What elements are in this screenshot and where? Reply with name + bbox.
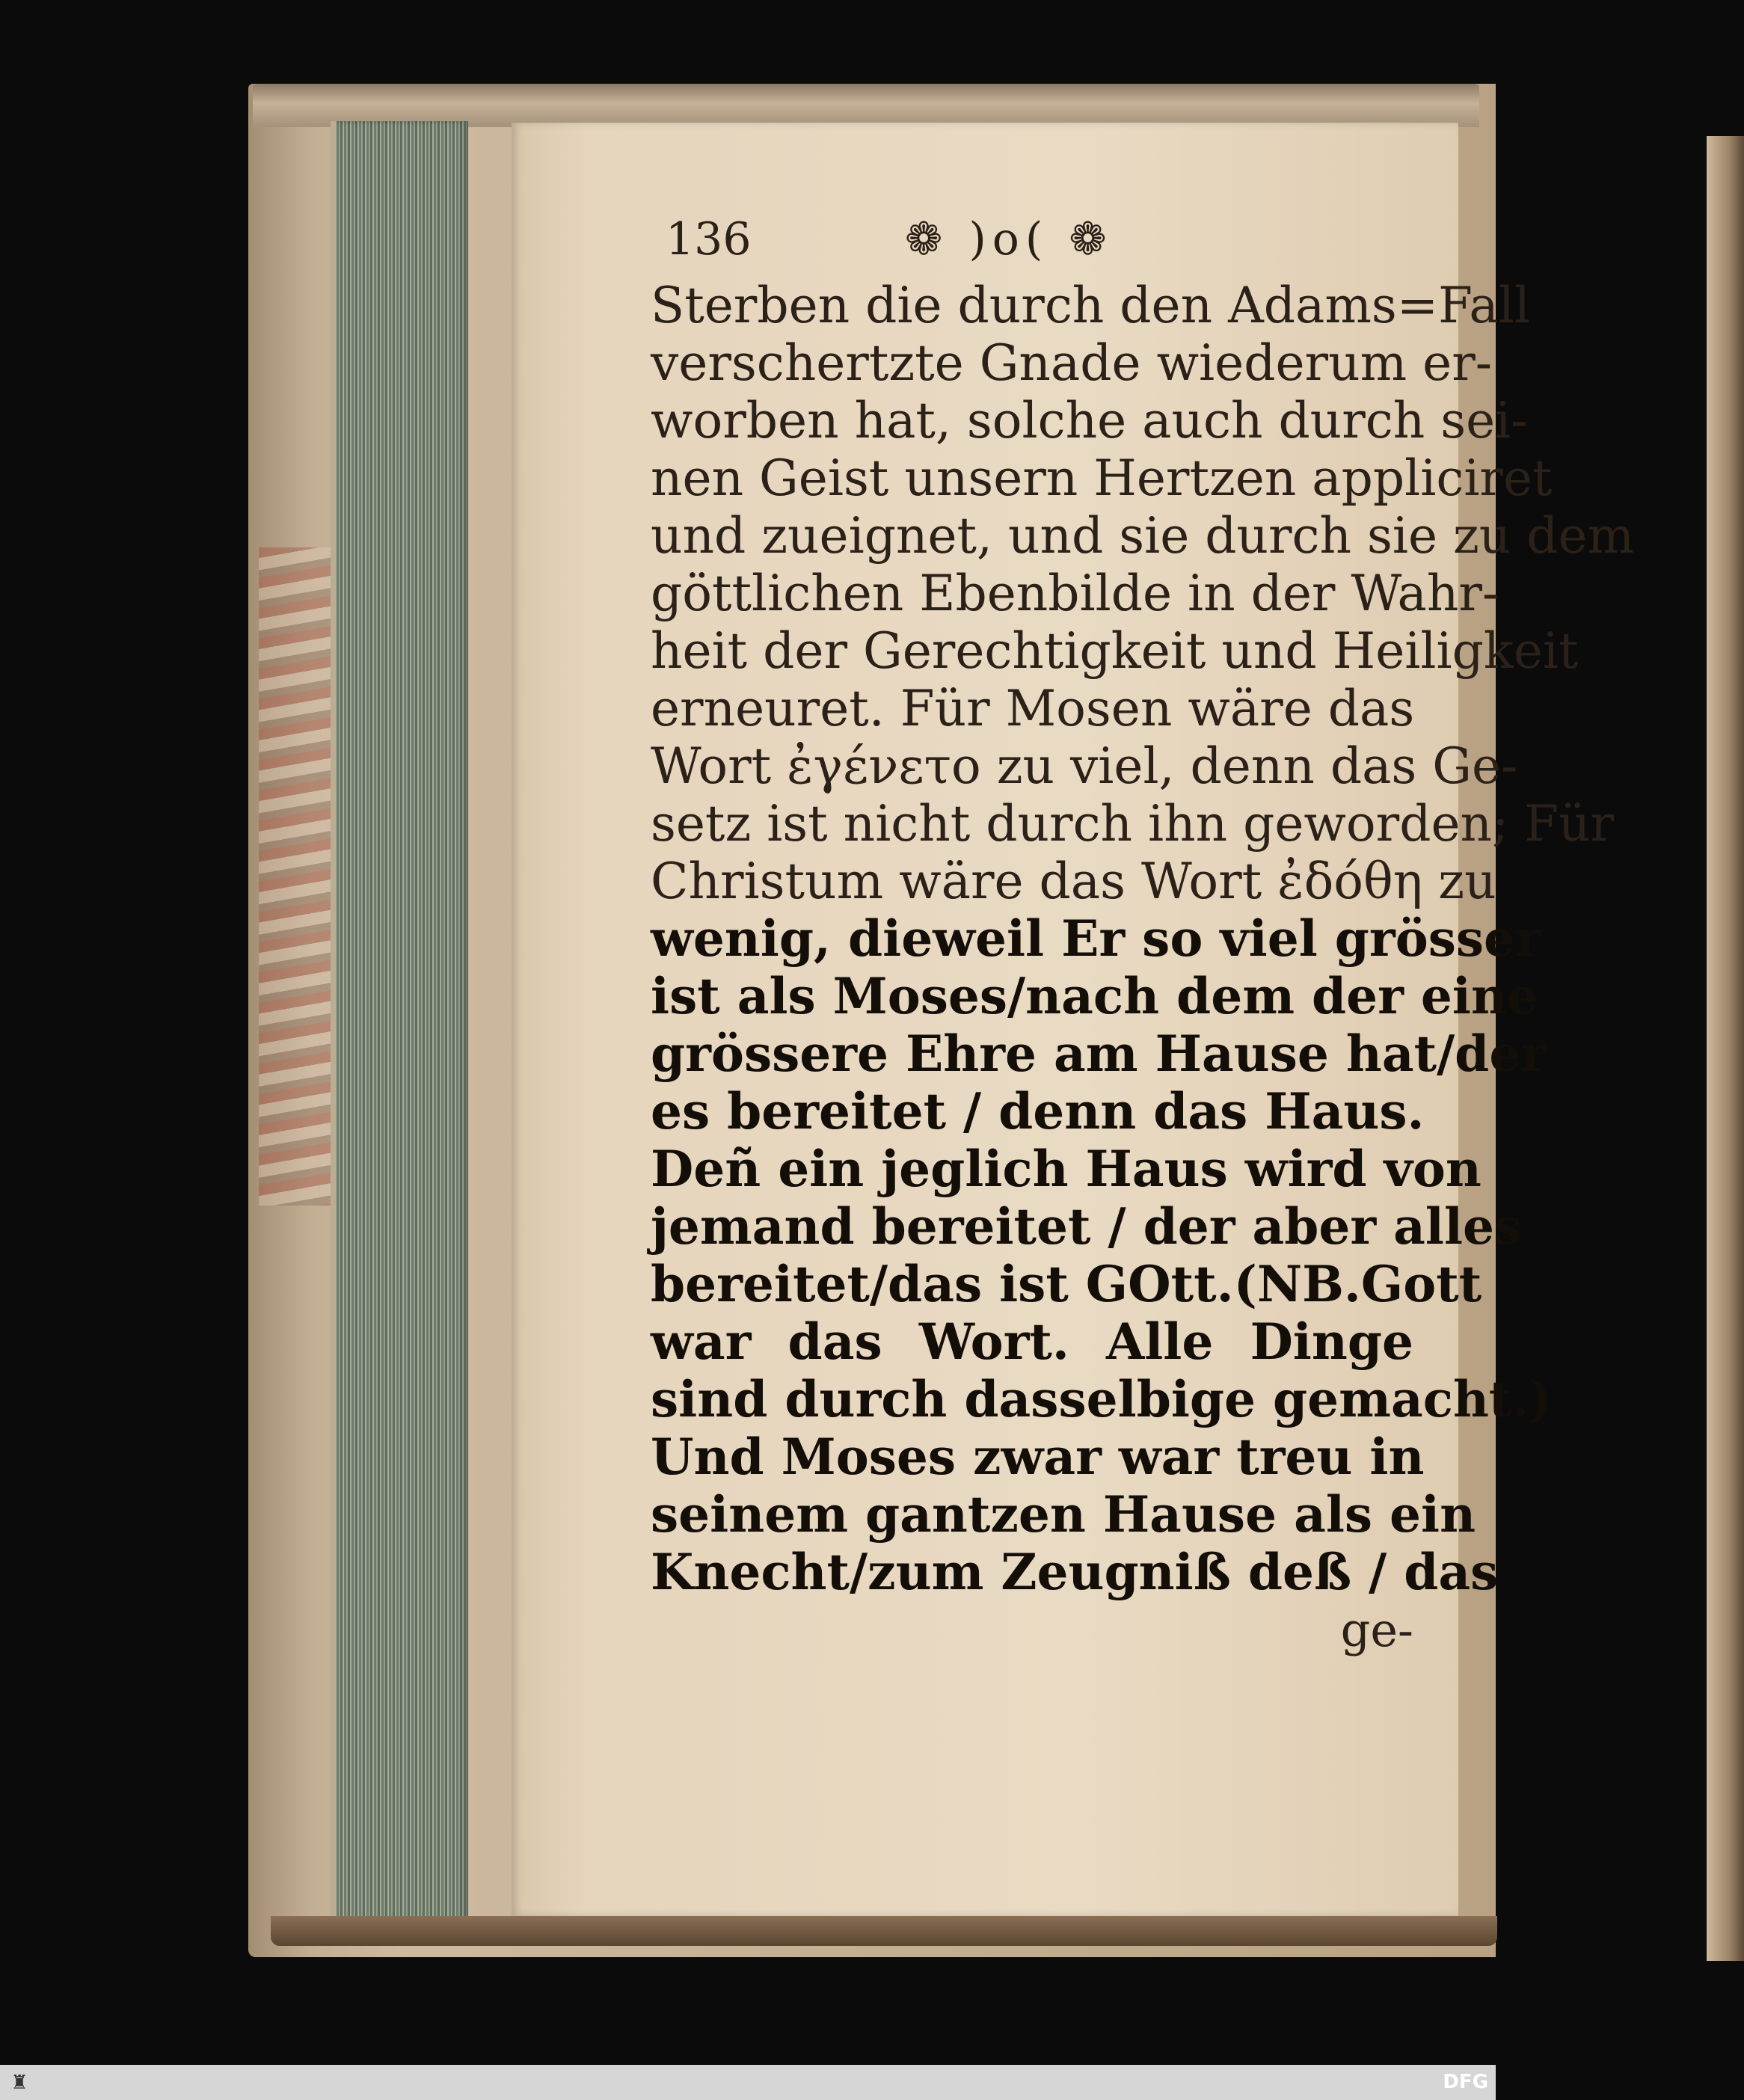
text-line: und zueignet, und sie durch sie zu dem xyxy=(651,507,1635,565)
text-line: war das Wort. Alle Dinge xyxy=(651,1312,1413,1371)
text-line: jemand bereitet / der aber alles xyxy=(651,1197,1523,1256)
text-line: verschertzte Gnade wiederum er- xyxy=(651,334,1493,392)
text-line: Wort ἐγένετο zu viel, denn das Ge- xyxy=(651,737,1518,795)
text-line: Und Moses zwar war treu in xyxy=(651,1428,1425,1486)
text-line: Christum wäre das Wort ἐδόθη zu xyxy=(651,853,1496,910)
text-line: worben hat, solche auch durch sei- xyxy=(651,392,1528,449)
text-line: Knecht/zum Zeugniß deß / das xyxy=(651,1543,1499,1601)
header-ornament: ❁ )o( ❁ xyxy=(905,213,1113,265)
text-line: Sterben die durch den Adams=Fall xyxy=(651,277,1530,334)
text-line: heit der Gerechtigkeit und Heiligkeit xyxy=(651,622,1579,680)
text-line: wenig, dieweil Er so viel grösser xyxy=(651,909,1541,968)
text-line: ist als Moses/nach dem der eine xyxy=(651,967,1538,1025)
book-bottom-edge xyxy=(271,1916,1497,1946)
text-line: sind durch dasselbige gemacht.) xyxy=(651,1370,1553,1428)
dfg-label: DFG xyxy=(1443,2071,1488,2093)
text-lines xyxy=(651,277,1635,1601)
page-stack-edge xyxy=(331,121,468,1931)
text-line: setz ist nicht durch ihn geworden; Für xyxy=(651,795,1615,853)
facing-page-edge xyxy=(1707,136,1744,1961)
text-line: Deñ ein jeglich Haus wird von xyxy=(651,1140,1482,1198)
library-logo-icon: ♜ xyxy=(10,2072,28,2094)
text-line: bereitet/das ist GOtt.(NB.Gott xyxy=(651,1255,1482,1313)
text-line: nen Geist unsern Hertzen appliciret xyxy=(651,449,1553,507)
running-header xyxy=(651,202,1413,277)
text-line: göttlichen Ebenbilde in der Wahr- xyxy=(651,565,1499,622)
text-line: seinem gantzen Hause als ein xyxy=(651,1485,1476,1544)
text-line: grössere Ehre am Hause hat/der xyxy=(651,1025,1547,1083)
page-number: 136 xyxy=(666,213,752,265)
text-line: es bereitet / denn das Haus. xyxy=(651,1082,1425,1140)
page-text-block xyxy=(651,202,1635,1659)
text-line: erneuret. Für Mosen wäre das xyxy=(651,680,1415,737)
marbled-endpaper xyxy=(259,547,341,1206)
viewer-footer-bar xyxy=(0,2065,1496,2100)
catchword: ge- xyxy=(1340,1603,1413,1657)
